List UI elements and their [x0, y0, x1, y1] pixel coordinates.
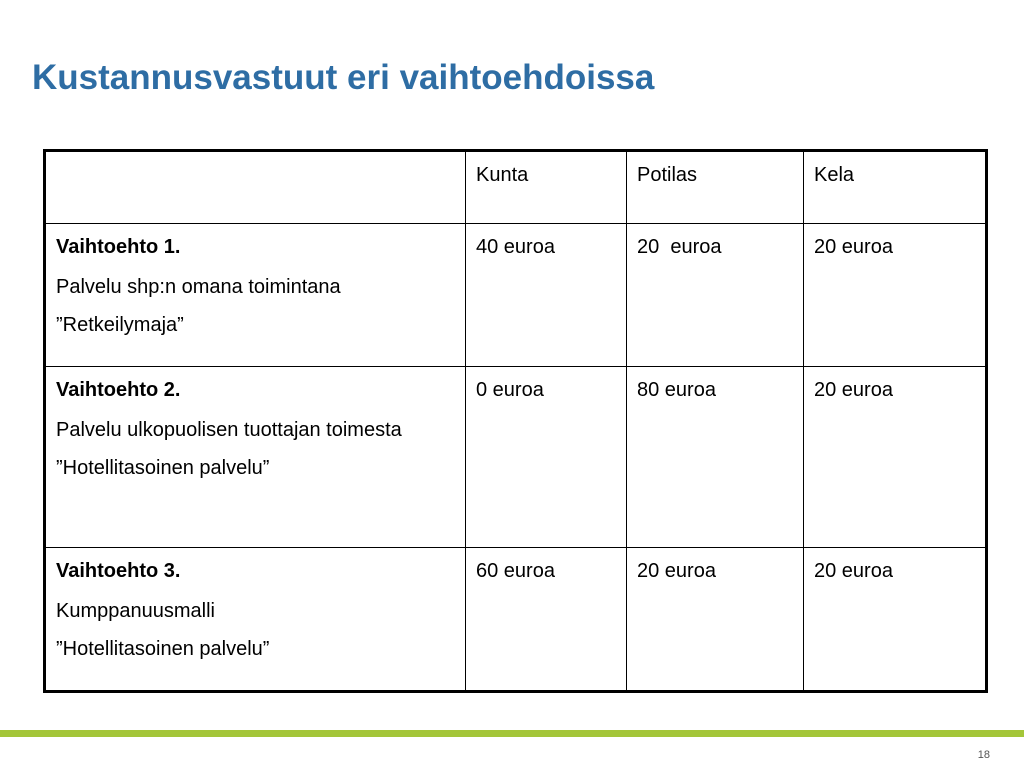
- option-title: Vaihtoehto 1.: [56, 236, 181, 258]
- kunta-cell: 0 euroa: [466, 367, 627, 548]
- option-name: ”Hotellitasoinen palvelu”: [56, 457, 270, 479]
- option-cell: [45, 367, 466, 548]
- kela-cell: 20 euroa: [804, 224, 987, 367]
- kunta-cell: 60 euroa: [466, 548, 627, 692]
- header-cell-kela: Kela: [804, 151, 987, 224]
- option-title: Vaihtoehto 2.: [56, 379, 181, 401]
- table-row: [45, 548, 987, 692]
- option-name: ”Retkeilymaja”: [56, 314, 184, 336]
- option-description: Kumppanuusmalli: [56, 600, 215, 622]
- kunta-cell: 40 euroa: [466, 224, 627, 367]
- slide-title: Kustannusvastuut eri vaihtoehdoissa: [32, 58, 655, 97]
- option-cell: [45, 548, 466, 692]
- table-row: [45, 367, 987, 548]
- table-row: [45, 224, 987, 367]
- option-name: ”Hotellitasoinen palvelu”: [56, 638, 270, 660]
- page-number: 18: [977, 749, 990, 761]
- option-cell: [45, 224, 466, 367]
- footer-accent-line: [0, 730, 1024, 737]
- kela-cell: 20 euroa: [804, 367, 987, 548]
- cost-table: [43, 149, 988, 693]
- option-description: Palvelu shp:n omana toimintana: [56, 276, 341, 298]
- option-description: Palvelu ulkopuolisen tuottajan toimesta: [56, 419, 402, 441]
- table-header-row: [45, 151, 987, 224]
- potilas-cell: 20 euroa: [627, 224, 804, 367]
- potilas-cell: 80 euroa: [627, 367, 804, 548]
- kela-cell: 20 euroa: [804, 548, 987, 692]
- option-title: Vaihtoehto 3.: [56, 560, 181, 582]
- header-cell-potilas: Potilas: [627, 151, 804, 224]
- header-cell-empty: [45, 151, 466, 224]
- header-cell-kunta: Kunta: [466, 151, 627, 224]
- potilas-cell: 20 euroa: [627, 548, 804, 692]
